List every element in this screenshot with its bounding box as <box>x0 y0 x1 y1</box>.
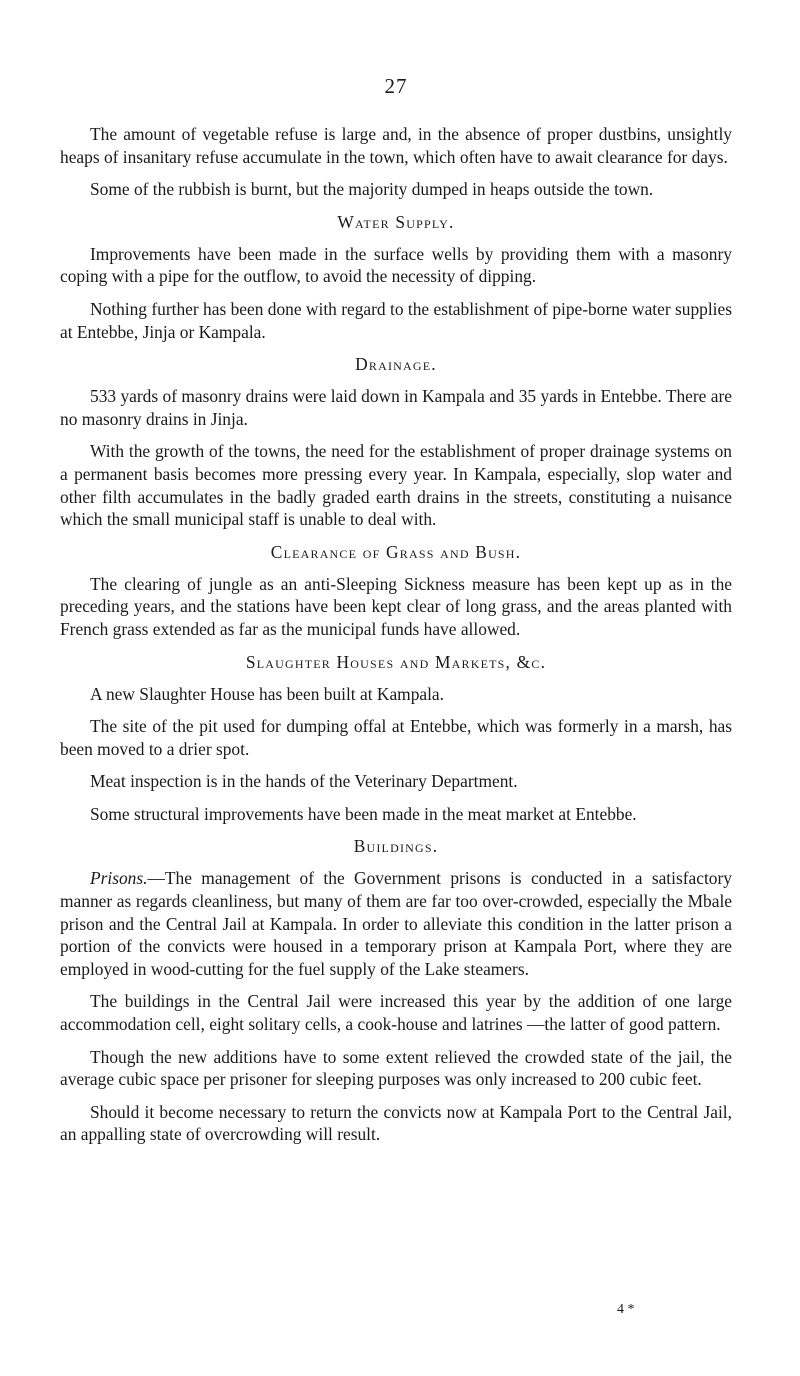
paragraph-offal-pit: The site of the pit used for dumping offal at Entebbe, which was formerly in a marsh, has been moved to a drier spot. <box>60 716 732 759</box>
paragraph-central-jail: The buildings in the Central Jail were increased this year by the addition of one large accommodation cell, eight solitary cells, a cook-house and latrines —the latter of good pattern. <box>60 991 732 1035</box>
paragraph-meat-market: Some structural improvements have been made in the meat market at Entebbe. <box>90 803 637 824</box>
page-number: 27 <box>384 74 408 98</box>
printer-signature-mark: 4 * <box>617 1302 635 1317</box>
heading-slaughter-houses: Slaughter Houses and Markets, &c. <box>245 651 547 672</box>
paragraph-rubbish: Some of the rubbish is burnt, but the majority dumped in heaps outside the town. <box>90 179 654 200</box>
paragraph-cubic-space: Though the new additions have to some extent relieved the crowded state of the jail, the average cubic space per prisoner for sleeping purposes was only increased to 200 cubic feet. <box>60 1046 732 1090</box>
run-in-heading-prisons: Prisons. <box>90 868 148 889</box>
paragraph-drainage-systems: With the growth of the towns, the need for the establishment of proper drainage systems on a permanent basis becomes more pressing every year. In Kampala, especially, slop water and other filth accumulates in the badly graded earth drains in the streets, constituting a nuisance which the small municipal staff is unable to deal with. <box>60 441 732 530</box>
heading-clearance: Clearance of Grass and Bush. <box>270 541 522 562</box>
paragraph-refuse: The amount of vegetable refuse is large and, in the absence of proper dustbins, unsightly heaps of insanitary refuse accumulate in the town, which often have to await clearance for days. <box>60 124 732 167</box>
paragraph-meat-inspection: Meat inspection is in the hands of the Veterinary Department. <box>90 771 518 792</box>
paragraph-pipe-borne: Nothing further has been done with regard to the establishment of pipe-borne water supplies at Entebbe, Jinja or Kampala. <box>60 298 732 342</box>
paragraph-slaughter-house: A new Slaughter House has been built at Kampala. <box>90 683 445 704</box>
heading-drainage: Drainage. <box>355 354 437 375</box>
document-body <box>60 123 732 1156</box>
paragraph-jungle-clearing: The clearing of jungle as an anti-Sleeping Sickness measure has been kept up as in the preceding years, and the stations have been kept clear of long grass, and the areas planted with French grass extended as far as the municipal funds have allowed. <box>60 573 732 639</box>
paragraph-overcrowding: Should it become necessary to return the convicts now at Kampala Port to the Central Jail, an appalling state of overcrowding will result. <box>60 1101 732 1145</box>
paragraph-prisons-text: —The management of the Government prisons is conducted in a satisfactory manner as regards cleanliness, but many of them are far too over-crowded, especially the Mbale prison and the Central Jail at Kampala. In order to alleviate this condition in the latter prison a portion of the convicts were housed in a temporary prison at Kampala Port, where they are employed in wood-cutting for the fuel supply of the Lake steamers. <box>60 868 732 979</box>
heading-water-supply: Water Supply. <box>337 211 455 232</box>
paragraph-prisons <box>60 867 732 980</box>
paragraph-masonry-drains: 533 yards of masonry drains were laid down in Kampala and 35 yards in Entebbe. There are no masonry drains in Jinja. <box>60 386 732 429</box>
heading-buildings: Buildings. <box>353 836 439 857</box>
paragraph-wells: Improvements have been made in the surface wells by providing them with a masonry coping with a pipe for the outflow, to avoid the necessity of dipping. <box>60 243 732 287</box>
